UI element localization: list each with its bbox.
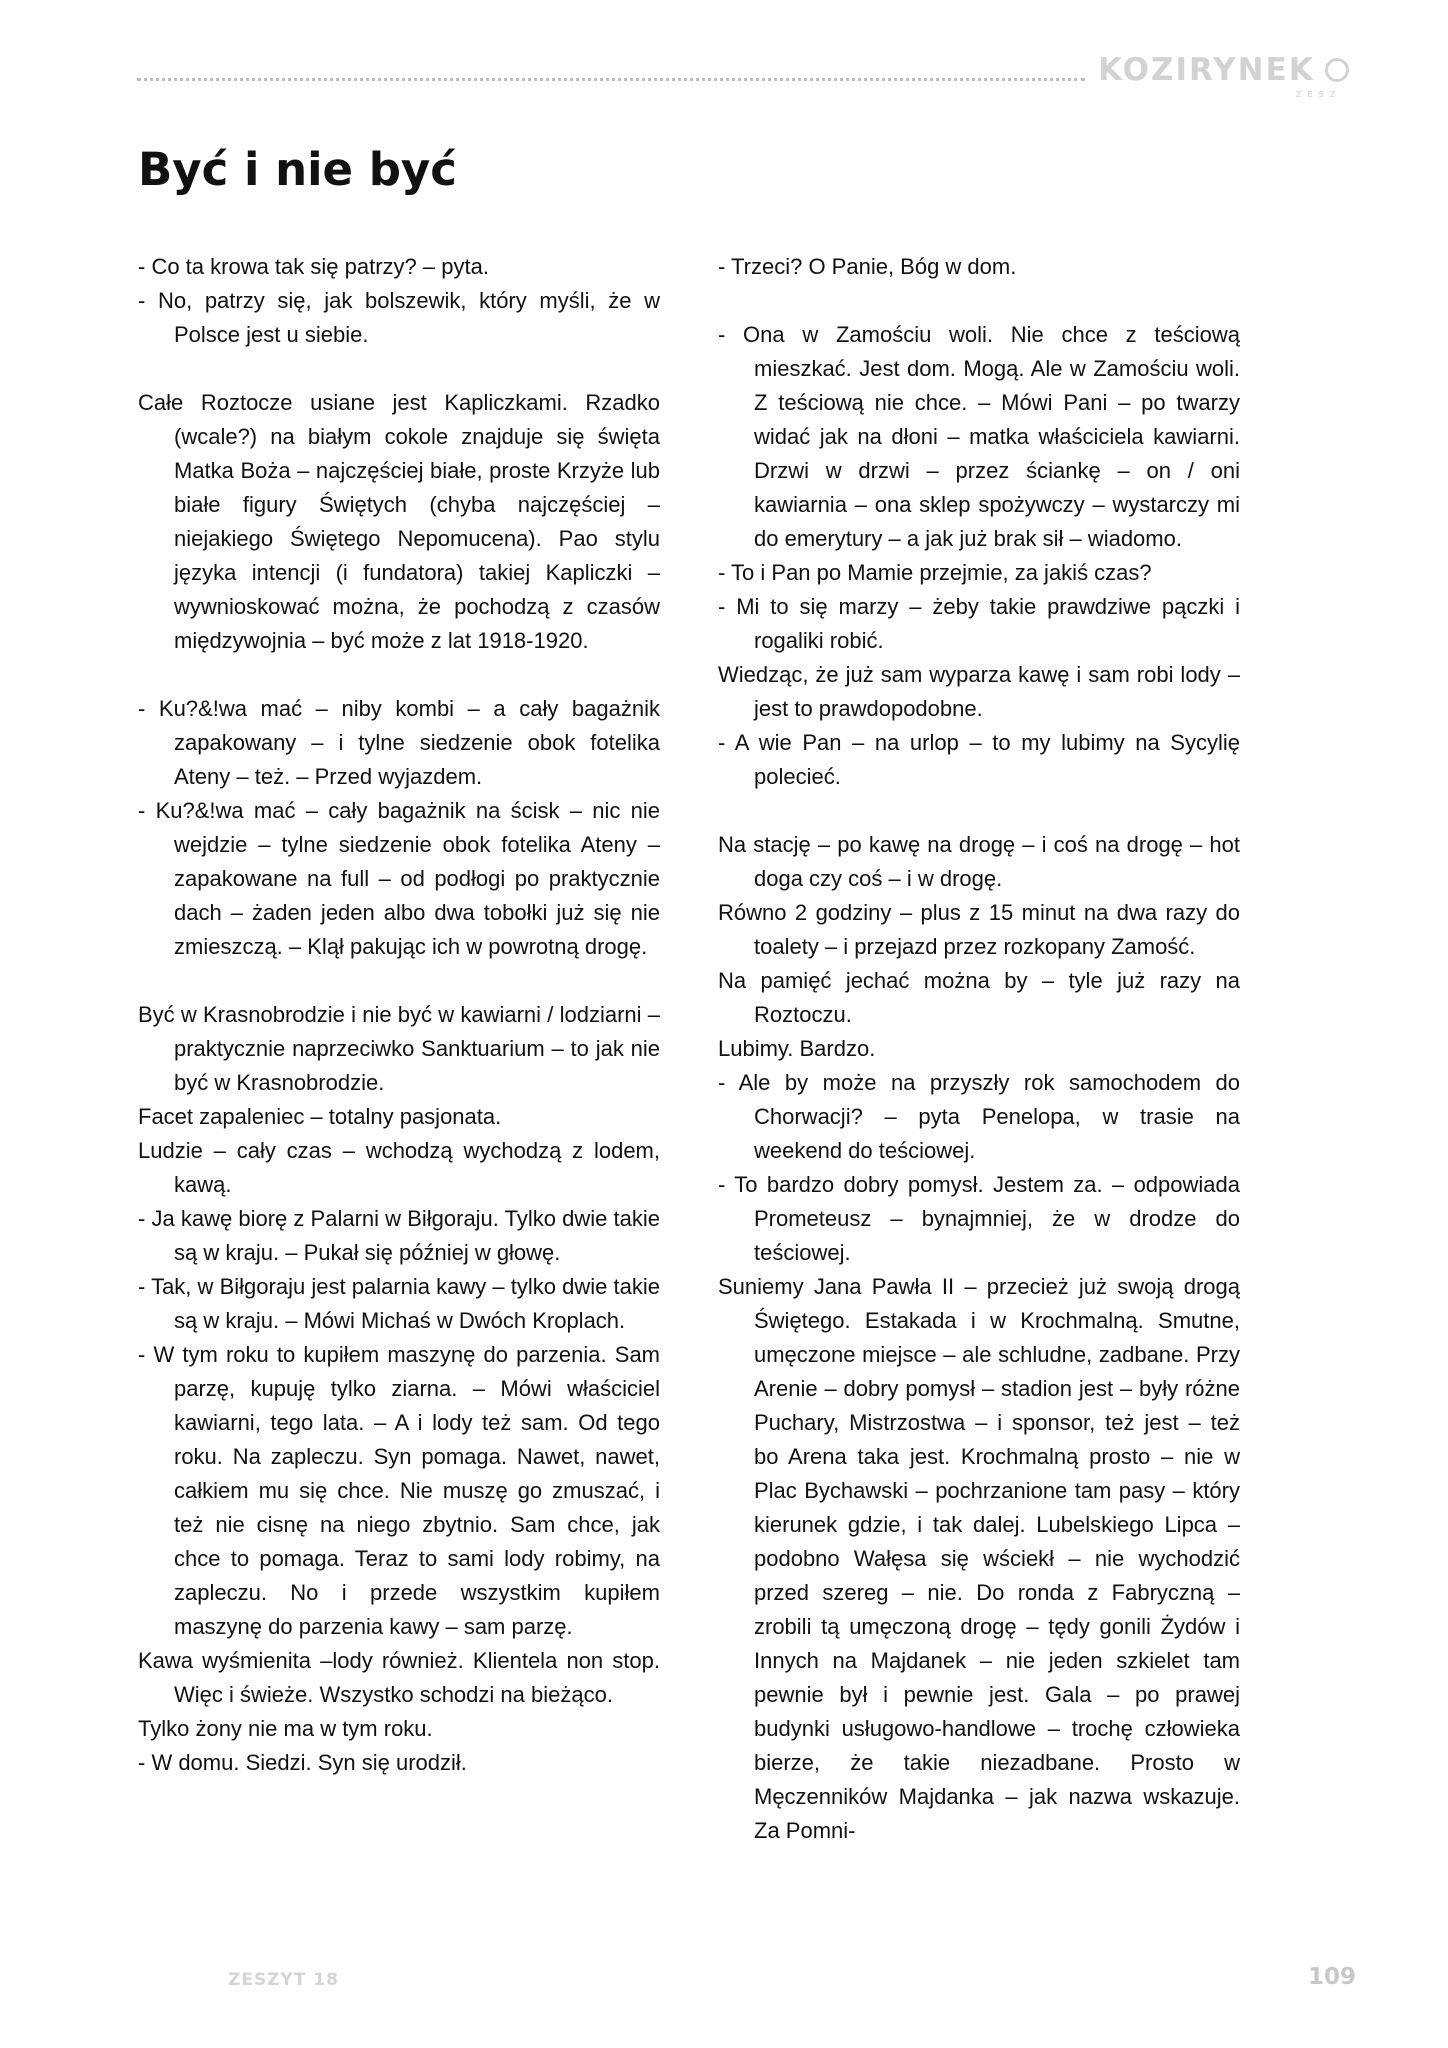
header-dotted-rule — [137, 78, 1085, 81]
paragraph: - Tak, w Biłgoraju jest palarnia kawy – tylko dwie takie są w kraju. – Mówi Michaś w Dwóch Kroplach. — [138, 1274, 660, 1333]
paragraph: Tylko żony nie ma w tym roku. — [138, 1716, 433, 1741]
paragraph: - To i Pan po Mamie przejmie, za jakiś czas? — [718, 560, 1152, 585]
paragraph: - Ku?&!wa mać – niby kombi – a cały bagażnik zapakowany – i tylne siedzenie obok fotelika Ateny – też. – Przed wyjazdem. — [138, 696, 660, 789]
right-text-column — [718, 250, 1240, 1848]
brand-emblem-icon — [1325, 58, 1349, 82]
left-text-column — [138, 250, 660, 1780]
paragraph: Facet zapaleniec – totalny pasjonata. — [138, 1104, 502, 1129]
paragraph: Lubimy. Bardzo. — [718, 1036, 876, 1061]
paragraph: - Trzeci? O Panie, Bóg w dom. — [718, 254, 1017, 279]
paragraph: Wiedząc, że już sam wyparza kawę i sam robi lody – jest to prawdopodobne. — [718, 662, 1240, 721]
paragraph: - W domu. Siedzi. Syn się urodził. — [138, 1750, 467, 1775]
paragraph: Być w Krasnobrodzie i nie być w kawiarni / lodziarni – praktycznie naprzeciwko Sanktuarium – to jak nie być w Krasnobrodzie. — [138, 1002, 660, 1095]
paragraph: - Co ta krowa tak się patrzy? – pyta. — [138, 254, 489, 279]
paragraph: - A wie Pan – na urlop – to my lubimy na Sycylię polecieć. — [718, 730, 1240, 789]
paragraph: Kawa wyśmienita –lody również. Klientela non stop. Więc i świeże. Wszystko schodzi na bieżąco. — [138, 1648, 660, 1707]
brand-logo: KOZIRYNEK — [1098, 52, 1315, 88]
paragraph: - Mi to się marzy – żeby takie prawdziwe pączki i rogaliki robić. — [718, 594, 1240, 653]
paragraph: Ludzie – cały czas – wchodzą wychodzą z lodem, kawą. — [138, 1138, 660, 1197]
issue-label: ZESZYT 18 — [228, 1970, 339, 1990]
article-title: Być i nie być — [138, 143, 457, 196]
paragraph: - No, patrzy się, jak bolszewik, który myśli, że w Polsce jest u siebie. — [138, 288, 660, 347]
paragraph: - Ale by może na przyszły rok samochodem do Chorwacji? – pyta Penelopa, w trasie na weekend do teściowej. — [718, 1070, 1240, 1163]
paragraph: Suniemy Jana Pawła II – przecież już swoją drogą Świętego. Estakada i w Krochmalną. Smutne, umęczone miejsce – ale schludne, zadbane. Przy Arenie – dobry pomysł – stadion jest – były różne Puchary, Mistrzostwa – i sponsor, też jest – też bo Arena taka jest. Krochmalną prosto – nie w Plac Bychawski – pochrzanione tam pasy – który kierunek gdzie, i tak dalej. Lubelskiego Lipca – podobno Wałęsa się wściekł – nie wychodzić przed szereg – nie. Do ronda z Fabryczną – zrobili tą umęczoną drogę – tędy gonili Żydów i Innych na Majdanek – nie jeden szkielet tam pewnie był i pewnie jest. Gala – po prawej budynki usługowo-handlowe – trochę człowieka bierze, że takie niezadbane. Prosto w Męczenników Majdanka – jak nazwa wskazuje. Za Pomni- — [718, 1274, 1240, 1843]
paragraph: - Ja kawę biorę z Palarni w Biłgoraju. Tylko dwie takie są w kraju. – Pukał się później w głowę. — [138, 1206, 660, 1265]
page-number: 109 — [1308, 1964, 1357, 1990]
paragraph: Całe Roztocze usiane jest Kapliczkami. Rzadko (wcale?) na białym cokole znajduje się święta Matka Boża – najczęściej białe, proste Krzyże lub białe figury Świętych (chyba najczęściej – niejakiego Świętego Nepomucena). Pao stylu języka intencji (i fundatora) takiej Kapliczki – wywnioskować można, że pochodzą z czasów międzywojnia – być może z lat 1918-1920. — [138, 390, 660, 653]
paragraph: - To bardzo dobry pomysł. Jestem za. – odpowiada Prometeusz – bynajmniej, że w drodze do teściowej. — [718, 1172, 1240, 1265]
brand-subtitle: ZESZ — [1296, 90, 1342, 99]
paragraph: Na pamięć jechać można by – tyle już razy na Roztoczu. — [718, 968, 1240, 1027]
paragraph: - Ona w Zamościu woli. Nie chce z teściową mieszkać. Jest dom. Mogą. Ale w Zamościu woli. Z teściową nie chce. – Mówi Pani – po twarzy widać jak na dłoni – matka właściciela kawiarni. Drzwi w drzwi – przez ściankę – on / oni kawiarnia – ona sklep spożywczy – wystarczy mi do emerytury – a jak już brak sił – wiadomo. — [718, 322, 1240, 551]
paragraph: - W tym roku to kupiłem maszynę do parzenia. Sam parzę, kupuję tylko ziarna. – Mówi właściciel kawiarni, tego lata. – A i lody też sam. Od tego roku. Na zapleczu. Syn pomaga. Nawet, nawet, całkiem mu się chce. Nie muszę go zmuszać, i też nie cisnę na niego zbytnio. Sam chce, jak chce to pomaga. Teraz to sami lody robimy, na zapleczu. No i przede wszystkim kupiłem maszynę do parzenia kawy – sam parzę. — [138, 1342, 660, 1639]
paragraph: - Ku?&!wa mać – cały bagażnik na ścisk – nic nie wejdzie – tylne siedzenie obok fotelika Ateny – zapakowane na full – od podłogi po praktycznie dach – żaden jeden albo dwa tobołki już się nie zmieszczą. – Klął pakując ich w powrotną drogę. — [138, 798, 660, 959]
paragraph: Na stację – po kawę na drogę – i coś na drogę – hot doga czy coś – i w drogę. — [718, 832, 1240, 891]
paragraph: Równo 2 godziny – plus z 15 minut na dwa razy do toalety – i przejazd przez rozkopany Zamość. — [718, 900, 1240, 959]
